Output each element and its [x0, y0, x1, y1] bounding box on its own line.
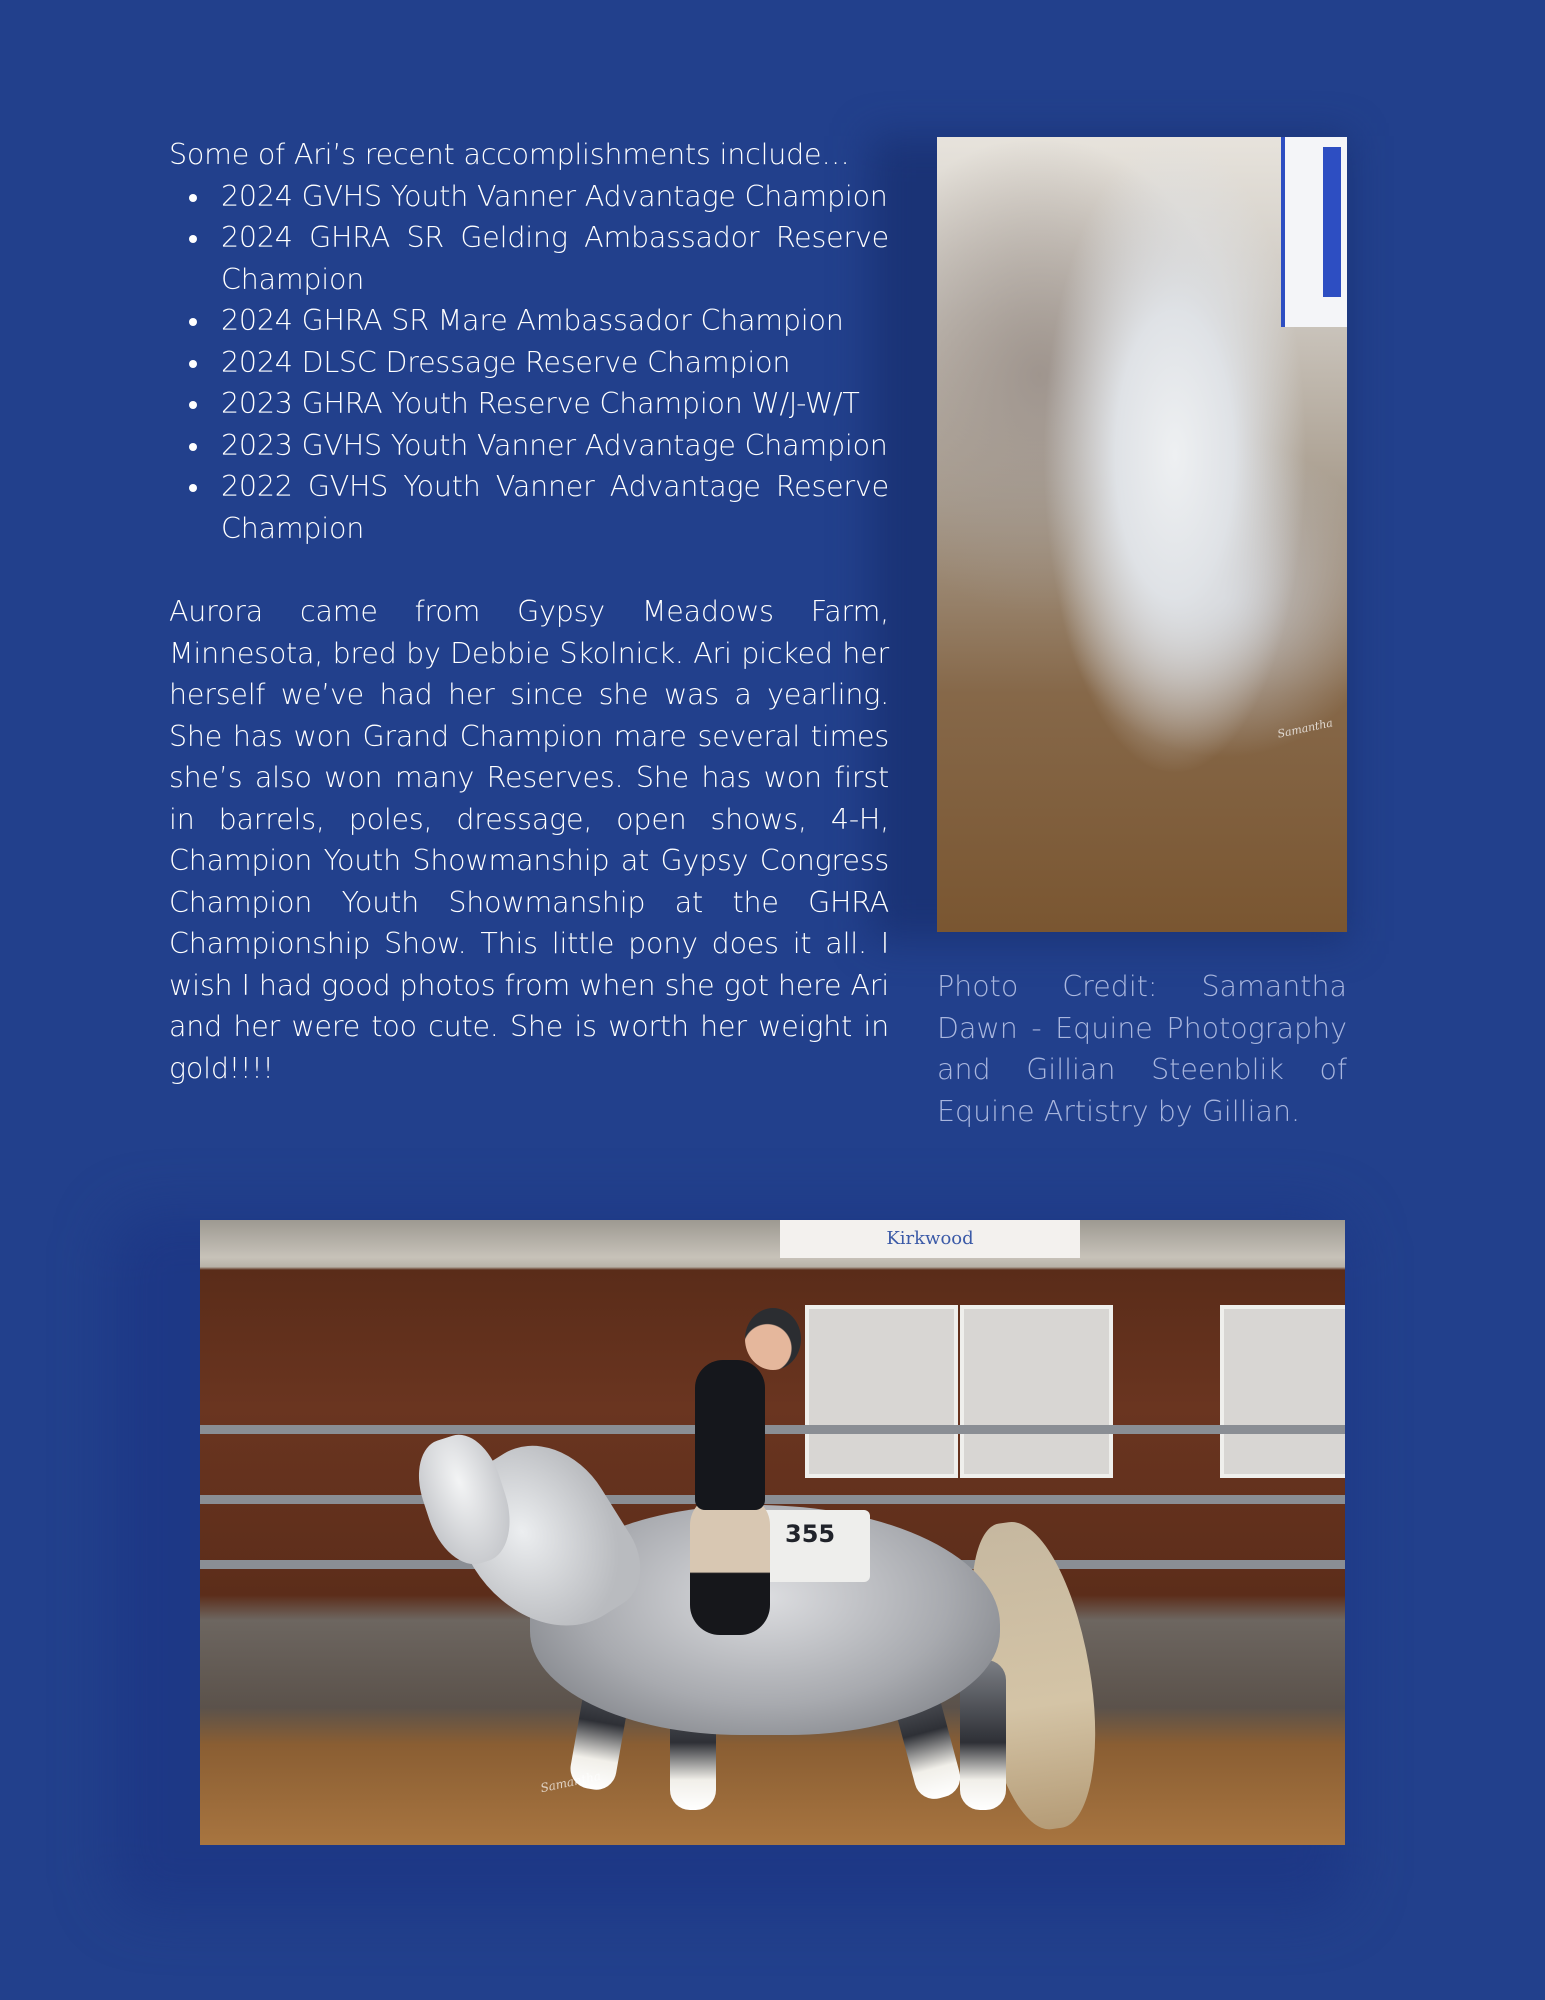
arena-window — [960, 1305, 1113, 1478]
rider-number: 355 — [785, 1520, 836, 1548]
list-item: 2023 GHRA Youth Reserve Champion W/J-W/T — [221, 383, 889, 425]
arena-banner — [1281, 137, 1347, 327]
horse-riding-photo — [200, 1220, 1345, 1845]
list-item: 2024 GHRA SR Gelding Ambassador Reserve Champion — [221, 217, 889, 300]
accomplishments-list — [169, 176, 889, 550]
rider-body — [695, 1360, 765, 1510]
rider-leg — [690, 1495, 770, 1635]
list-item: 2023 GVHS Youth Vanner Advantage Champion — [221, 425, 889, 467]
photo-credit-caption: Photo Credit: Samantha Dawn - Equine Photography and Gillian Steenblik of Equine Artistry by Gillian. — [937, 970, 1347, 1128]
article-text — [169, 134, 889, 1089]
aurora-story-paragraph: Aurora came from Gypsy Meadows Farm, Minnesota, bred by Debbie Skolnick. Ari picked her herself we’ve had her since she was a yearling. She has won Grand Champion mare several times she’s also won many Reserves. She has won first in barrels, poles, dressage, open shows, 4-H, Champion Youth Showmanship at Gypsy Congress Champion Youth Showmanship at the GHRA Championship Show. This little pony does it all. I wish I had good photos from when she got here Ari and her were too cute. She is worth her weight in gold!!!! — [169, 595, 889, 1085]
rider-head — [745, 1308, 801, 1370]
list-item: 2024 GVHS Youth Vanner Advantage Champion — [221, 176, 889, 218]
arena-rail — [200, 1425, 1345, 1434]
accomplishments-intro: Some of Ari’s recent accomplishments include… — [169, 138, 850, 171]
arena-sign: Kirkwood — [780, 1220, 1080, 1258]
list-item: 2024 DLSC Dressage Reserve Champion — [221, 342, 889, 384]
arena-window — [1220, 1305, 1345, 1478]
list-item: 2024 GHRA SR Mare Ambassador Champion — [221, 300, 889, 342]
photographer-watermark: Samantha — [1276, 716, 1334, 741]
list-item: 2022 GVHS Youth Vanner Advantage Reserve Champion — [221, 466, 889, 549]
photographer-watermark: Samantha — [539, 1768, 603, 1796]
horse-portrait-photo — [937, 137, 1347, 932]
arena-rail — [200, 1495, 1345, 1504]
arena-window — [805, 1305, 958, 1478]
